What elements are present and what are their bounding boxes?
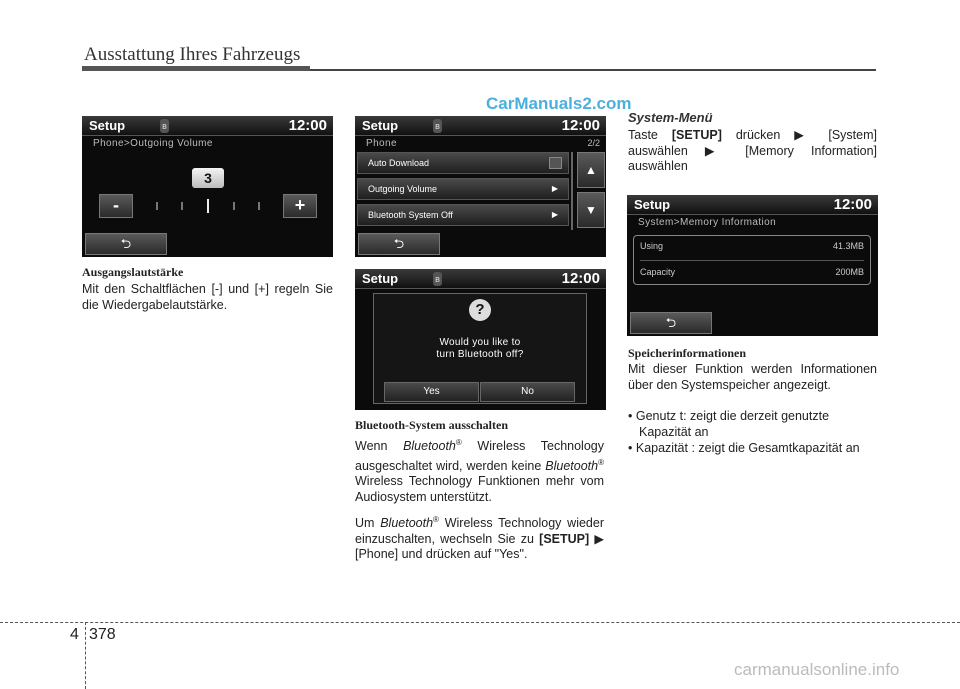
volume-tick xyxy=(233,202,235,210)
memory-capacity-row xyxy=(640,267,864,277)
screen-memory-information xyxy=(627,195,878,336)
paragraph-system-menu: Taste [SETUP] drücken ▶ [System] auswählen ▶ [Memory Information] auswählen xyxy=(628,128,877,173)
menu-item-label: Bluetooth System Off xyxy=(368,210,453,220)
arrow-right-icon: ▶ xyxy=(704,143,729,158)
screen-outgoing-volume xyxy=(82,116,333,257)
bluetooth-icon: ʙ xyxy=(433,119,442,133)
bullet-item: • Kapazität : zeigt die Gesamtkapazität an xyxy=(628,441,860,455)
chevron-right-icon: ▶ xyxy=(551,210,558,219)
screen-title: Setup xyxy=(362,118,399,133)
screen-titlebar xyxy=(627,195,878,215)
back-icon: ⮌ xyxy=(393,236,405,251)
bullet-item: • Genutz t: zeigt die derzeit genutzte Kapazität an xyxy=(628,409,830,439)
page-indicator: 2/2 xyxy=(587,138,600,148)
paragraph-bluetooth-off: Wenn Bluetooth® Wireless Technology ausgeschaltet wird, werden keine Bluetooth® Wireless Technology Funktionen mehr vom Audiosystem unterstützt. xyxy=(355,438,604,504)
memory-using-row xyxy=(640,241,864,251)
dialog-message-line1: Would you like to xyxy=(439,337,521,348)
back-icon: ⮌ xyxy=(665,315,677,330)
screen-titlebar xyxy=(355,116,606,136)
watermark-top: CarManuals2.com xyxy=(486,94,632,113)
arrow-down-icon: ▼ xyxy=(585,203,597,217)
page-number: 378 xyxy=(89,626,116,643)
memory-capacity-value: 200MB xyxy=(835,267,864,277)
bluetooth-icon: ʙ xyxy=(433,272,442,286)
dialog-message-line2: turn Bluetooth off? xyxy=(436,349,524,360)
heading-system-menu: System-Menü xyxy=(628,110,713,125)
scroll-up-button[interactable] xyxy=(577,152,605,188)
volume-tick-current xyxy=(207,199,209,213)
screen-bluetooth-off-dialog xyxy=(355,269,606,410)
auto-download-checkbox[interactable] xyxy=(549,157,562,169)
breadcrumb: Phone xyxy=(366,138,397,149)
header-title: Ausstattung Ihres Fahrzeugs xyxy=(84,44,301,65)
screen-title: Setup xyxy=(634,197,671,212)
volume-minus-button[interactable]: - xyxy=(99,194,133,218)
bluetooth-icon: ʙ xyxy=(160,119,169,133)
question-icon: ? xyxy=(469,299,491,321)
back-button[interactable] xyxy=(358,233,440,255)
divider xyxy=(640,260,864,261)
back-icon: ⮌ xyxy=(120,236,132,251)
scroll-down-button[interactable] xyxy=(577,192,605,228)
back-button[interactable] xyxy=(630,312,712,334)
paragraph-bluetooth-on: Um Bluetooth® Wireless Technology wieder einzuschalten, wechseln Sie zu [SETUP] ▶ [Phone] und drücken auf "Yes". xyxy=(355,515,604,562)
screen-title: Setup xyxy=(89,118,126,133)
watermark-bottom: carmanualsonline.info xyxy=(734,660,900,679)
paragraph-outgoing-volume: Mit den Schaltflächen [-] und [+] regeln Sie die Wiedergabelautstärke. xyxy=(82,282,333,312)
yes-button[interactable]: Yes xyxy=(384,382,479,402)
memory-capacity-label: Capacity xyxy=(640,267,676,277)
breadcrumb: System>Memory Information xyxy=(638,217,777,228)
menu-item-bluetooth-system-off[interactable] xyxy=(357,204,569,226)
clock: 12:00 xyxy=(833,196,872,213)
arrow-right-icon: ▶ xyxy=(794,128,815,142)
back-button[interactable] xyxy=(85,233,167,255)
clock: 12:00 xyxy=(288,117,327,134)
caption-bluetooth-off: Bluetooth-System ausschalten xyxy=(355,418,509,432)
arrow-right-icon: ▶ xyxy=(594,531,604,546)
memory-using-value: 41.3MB xyxy=(832,241,864,251)
footer-vertical-divider xyxy=(85,622,86,689)
clock: 12:00 xyxy=(561,270,600,287)
volume-tick xyxy=(258,202,260,210)
confirm-dialog xyxy=(373,293,587,404)
screen-phone-menu xyxy=(355,116,606,257)
chevron-right-icon: ▶ xyxy=(551,184,558,193)
menu-item-label: Outgoing Volume xyxy=(368,184,438,194)
header-line xyxy=(310,69,876,71)
screen-title: Setup xyxy=(362,271,399,286)
caption-outgoing-volume: Ausgangslautstärke xyxy=(82,265,184,279)
header-bar xyxy=(82,66,310,71)
clock: 12:00 xyxy=(561,117,600,134)
volume-tick xyxy=(181,202,183,210)
menu-item-label: Auto Download xyxy=(368,158,430,168)
menu-item-auto-download[interactable] xyxy=(357,152,569,174)
caption-memory-info: Speicherinformationen xyxy=(628,346,746,360)
paragraph-memory-info: Mit dieser Funktion werden Informationen über den Systemspeicher angezeigt. xyxy=(628,362,877,392)
scrollbar[interactable] xyxy=(571,152,573,230)
arrow-up-icon: ▲ xyxy=(585,163,597,177)
breadcrumb: Phone>Outgoing Volume xyxy=(93,138,213,149)
volume-tick xyxy=(156,202,158,210)
volume-value: 3 xyxy=(192,168,224,188)
memory-using-label: Using xyxy=(640,241,664,251)
screen-titlebar xyxy=(355,269,606,289)
volume-plus-button[interactable]: + xyxy=(283,194,317,218)
menu-item-outgoing-volume[interactable] xyxy=(357,178,569,200)
no-button[interactable]: No xyxy=(480,382,575,402)
screen-titlebar xyxy=(82,116,333,136)
chapter-number: 4 xyxy=(70,626,79,643)
memory-info-box xyxy=(633,235,871,285)
footer-divider xyxy=(0,622,960,623)
